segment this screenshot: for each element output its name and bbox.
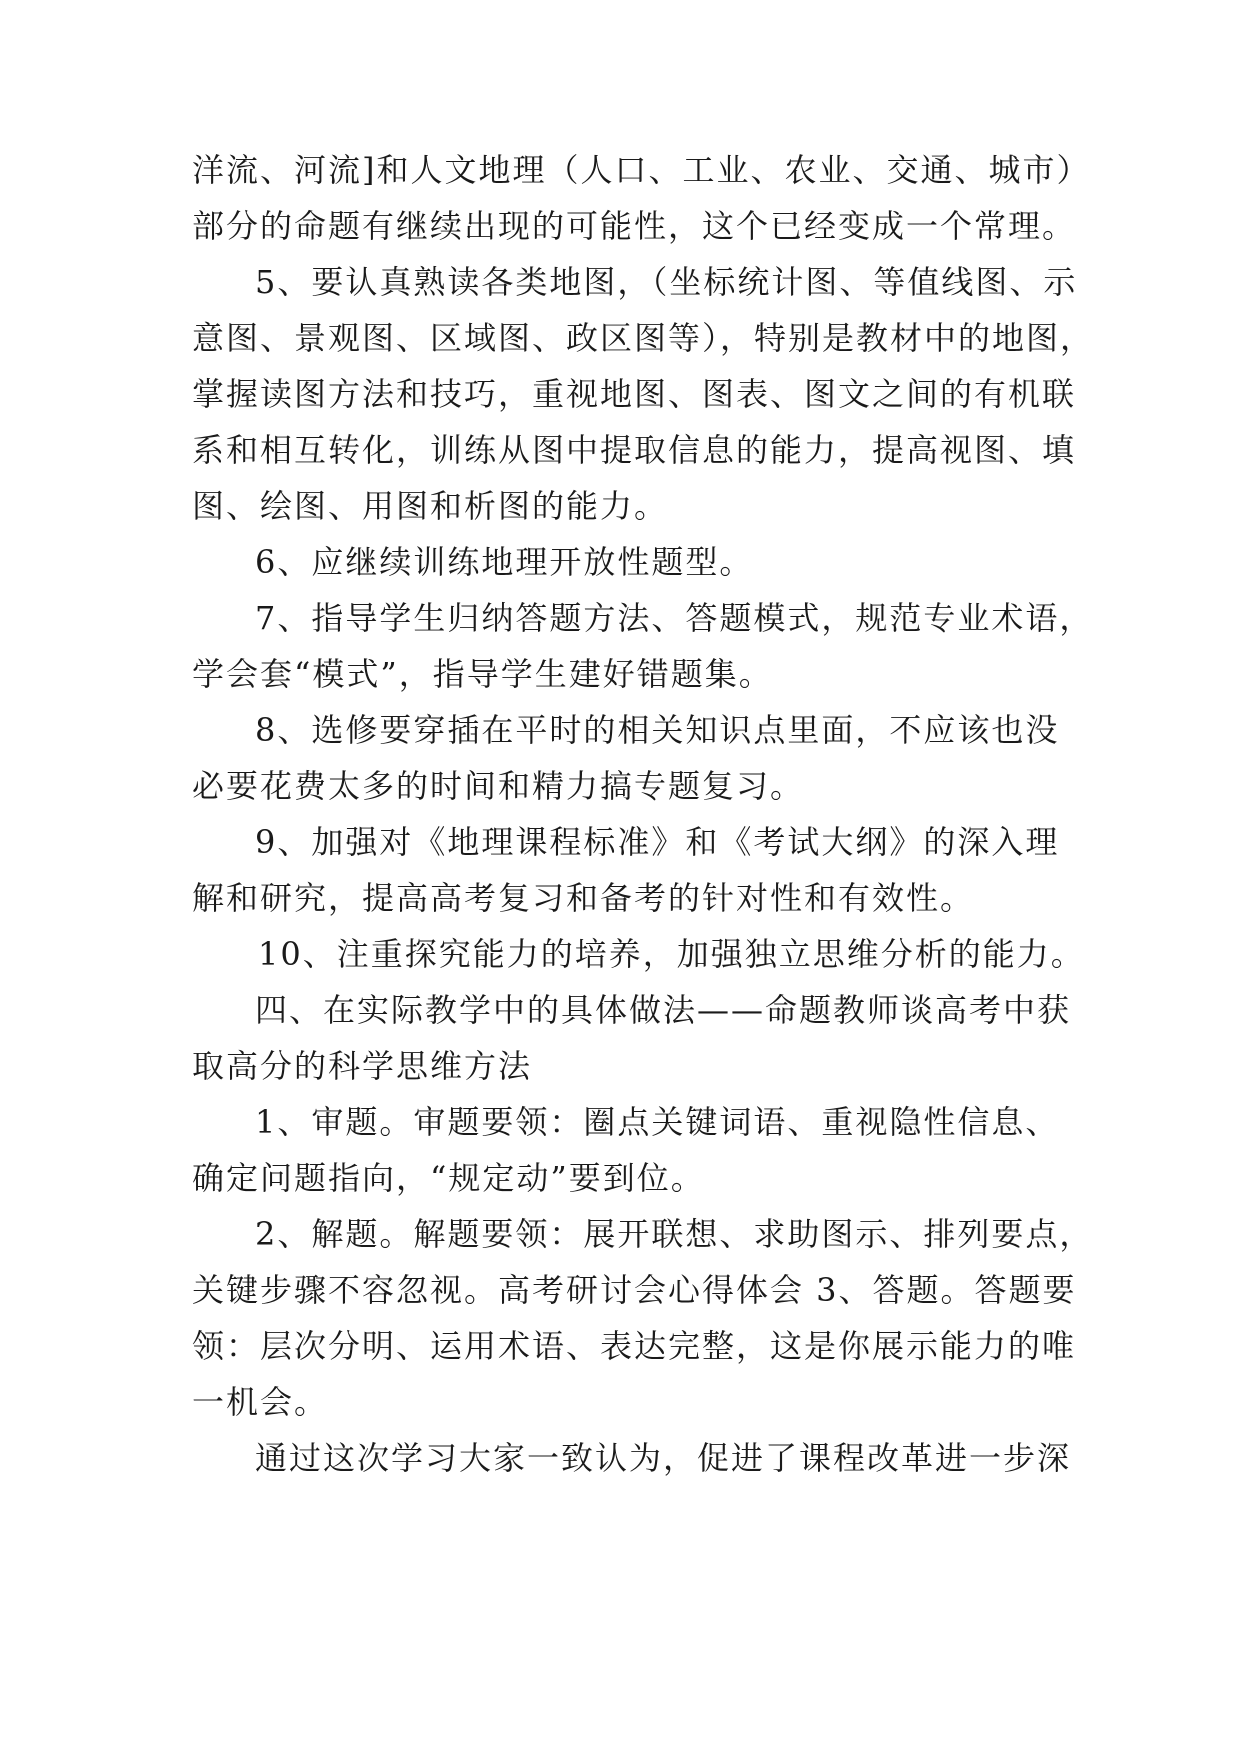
text-line: 10、注重探究能力的培养，加强独立思维分析的能力。 [258,935,1085,973]
text-line: 关键步骤不容忽视。高考研讨会心得体会 3、答题。答题要 [192,1271,1077,1309]
text-line: 图、绘图、用图和析图的能力。 [192,487,669,525]
section-heading: 四、在实际教学中的具体做法——命题教师谈高考中获 [255,991,1072,1029]
text-line: 部分的命题有继续出现的可能性，这个已经变成一个常理。 [192,207,1077,245]
text-line: 5、要认真熟读各类地图，（坐标统计图、等值线图、示 [255,263,1078,301]
text-line: 9、加强对《地理课程标准》和《考试大纲》的深入理 [255,823,1060,861]
text-line: 1、审题。审题要领：圈点关键词语、重视隐性信息、 [255,1103,1060,1141]
text-line: 意图、景观图、区域图、政区图等），特别是教材中的地图， [192,319,1095,357]
text-line: 必要花费太多的时间和精力搞专题复习。 [192,767,805,805]
text-line: 确定问题指向，“规定动”要到位。 [192,1159,705,1197]
section-heading: 取高分的科学思维方法 [192,1047,533,1085]
text-line: 掌握读图方法和技巧，重视地图、图表、图文之间的有机联 [192,375,1077,413]
text-line: 解和研究，提高高考复习和备考的针对性和有效性。 [192,879,975,917]
text-line: 通过这次学习大家一致认为，促进了课程改革进一步深 [255,1439,1072,1477]
text-line: 7、指导学生归纳答题方法、答题模式，规范专业术语， [255,599,1094,637]
text-line: 领：层次分明、运用术语、表达完整，这是你展示能力的唯 [192,1327,1077,1365]
text-line: 系和相互转化，训练从图中提取信息的能力，提高视图、填 [192,431,1077,469]
text-line: 洋流、河流]和人文地理（人口、工业、农业、交通、城市） [192,151,1091,189]
text-line: 8、选修要穿插在平时的相关知识点里面，不应该也没 [255,711,1060,749]
text-line: 学会套“模式”，指导学生建好错题集。 [192,655,773,693]
text-line: 一机会。 [192,1383,329,1421]
text-line: 2、解题。解题要领：展开联想、求助图示、排列要点， [255,1215,1094,1253]
text-line: 6、应继续训练地理开放性题型。 [255,543,754,581]
